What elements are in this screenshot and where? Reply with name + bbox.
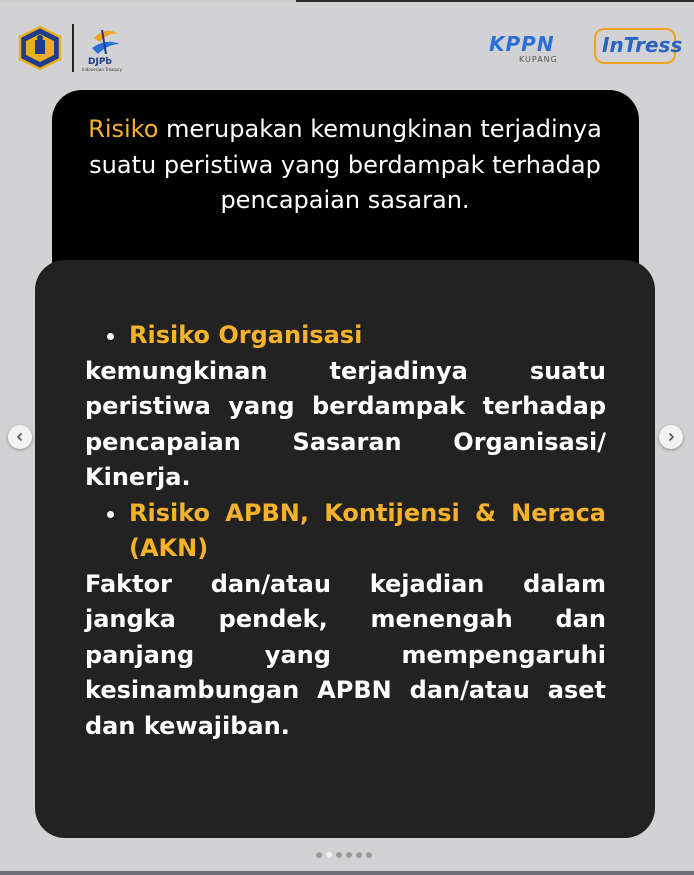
chevron-left-icon — [15, 432, 25, 442]
header — [0, 0, 694, 90]
intress-logo — [594, 28, 683, 64]
bottom-strip — [0, 871, 694, 875]
section-title-text: Risiko Organisasi — [129, 321, 363, 349]
carousel-next-button[interactable] — [659, 425, 683, 449]
kppn-sub-label: KUPANG — [519, 55, 558, 64]
carousel-dot[interactable] — [326, 852, 332, 858]
carousel-pagination — [316, 852, 372, 858]
kppn-label: KPPN — [489, 32, 555, 56]
carousel-dot[interactable] — [356, 852, 362, 858]
carousel-dot[interactable] — [346, 852, 352, 858]
header-divider — [72, 24, 74, 72]
intress-label: InTress — [602, 33, 683, 57]
djpb-sub-label: Indonesian Treasury — [82, 67, 123, 72]
section-body-2: Faktor dan/atau kejadian dalam jangka pendek, menengah dan panjang yang mempengaruhi kesinambungan APBN dan/atau aset dan kewajiban. — [85, 569, 606, 740]
section-title-1 — [85, 318, 606, 354]
intro-accent-word: Risiko — [88, 115, 159, 143]
bullet-icon — [107, 333, 114, 340]
intro-body: merupakan kemungkinan terjadinya suatu peristiwa yang berdampak terhadap pencapaian sasaran. — [89, 115, 602, 214]
kemenkeu-logo — [16, 25, 64, 71]
chevron-right-icon — [666, 432, 676, 442]
kppn-kupang-logo — [489, 30, 579, 66]
carousel-prev-button[interactable] — [8, 425, 32, 449]
card-content — [85, 318, 606, 744]
section-title-2 — [85, 496, 606, 567]
carousel-dot[interactable] — [336, 852, 342, 858]
section-body-1: kemungkinan terjadinya suatu peristiwa yang berdampak terhadap pencapaian Sasaran Organisasi/ Kinerja. — [85, 356, 606, 491]
djpb-label: DJPb — [88, 57, 112, 67]
carousel-dot[interactable] — [316, 852, 322, 858]
carousel-dot[interactable] — [366, 852, 372, 858]
intro-text — [80, 112, 610, 219]
bullet-icon — [107, 511, 114, 518]
section-title-text: Risiko APBN, Kontijensi & Neraca (AKN) — [129, 498, 606, 562]
